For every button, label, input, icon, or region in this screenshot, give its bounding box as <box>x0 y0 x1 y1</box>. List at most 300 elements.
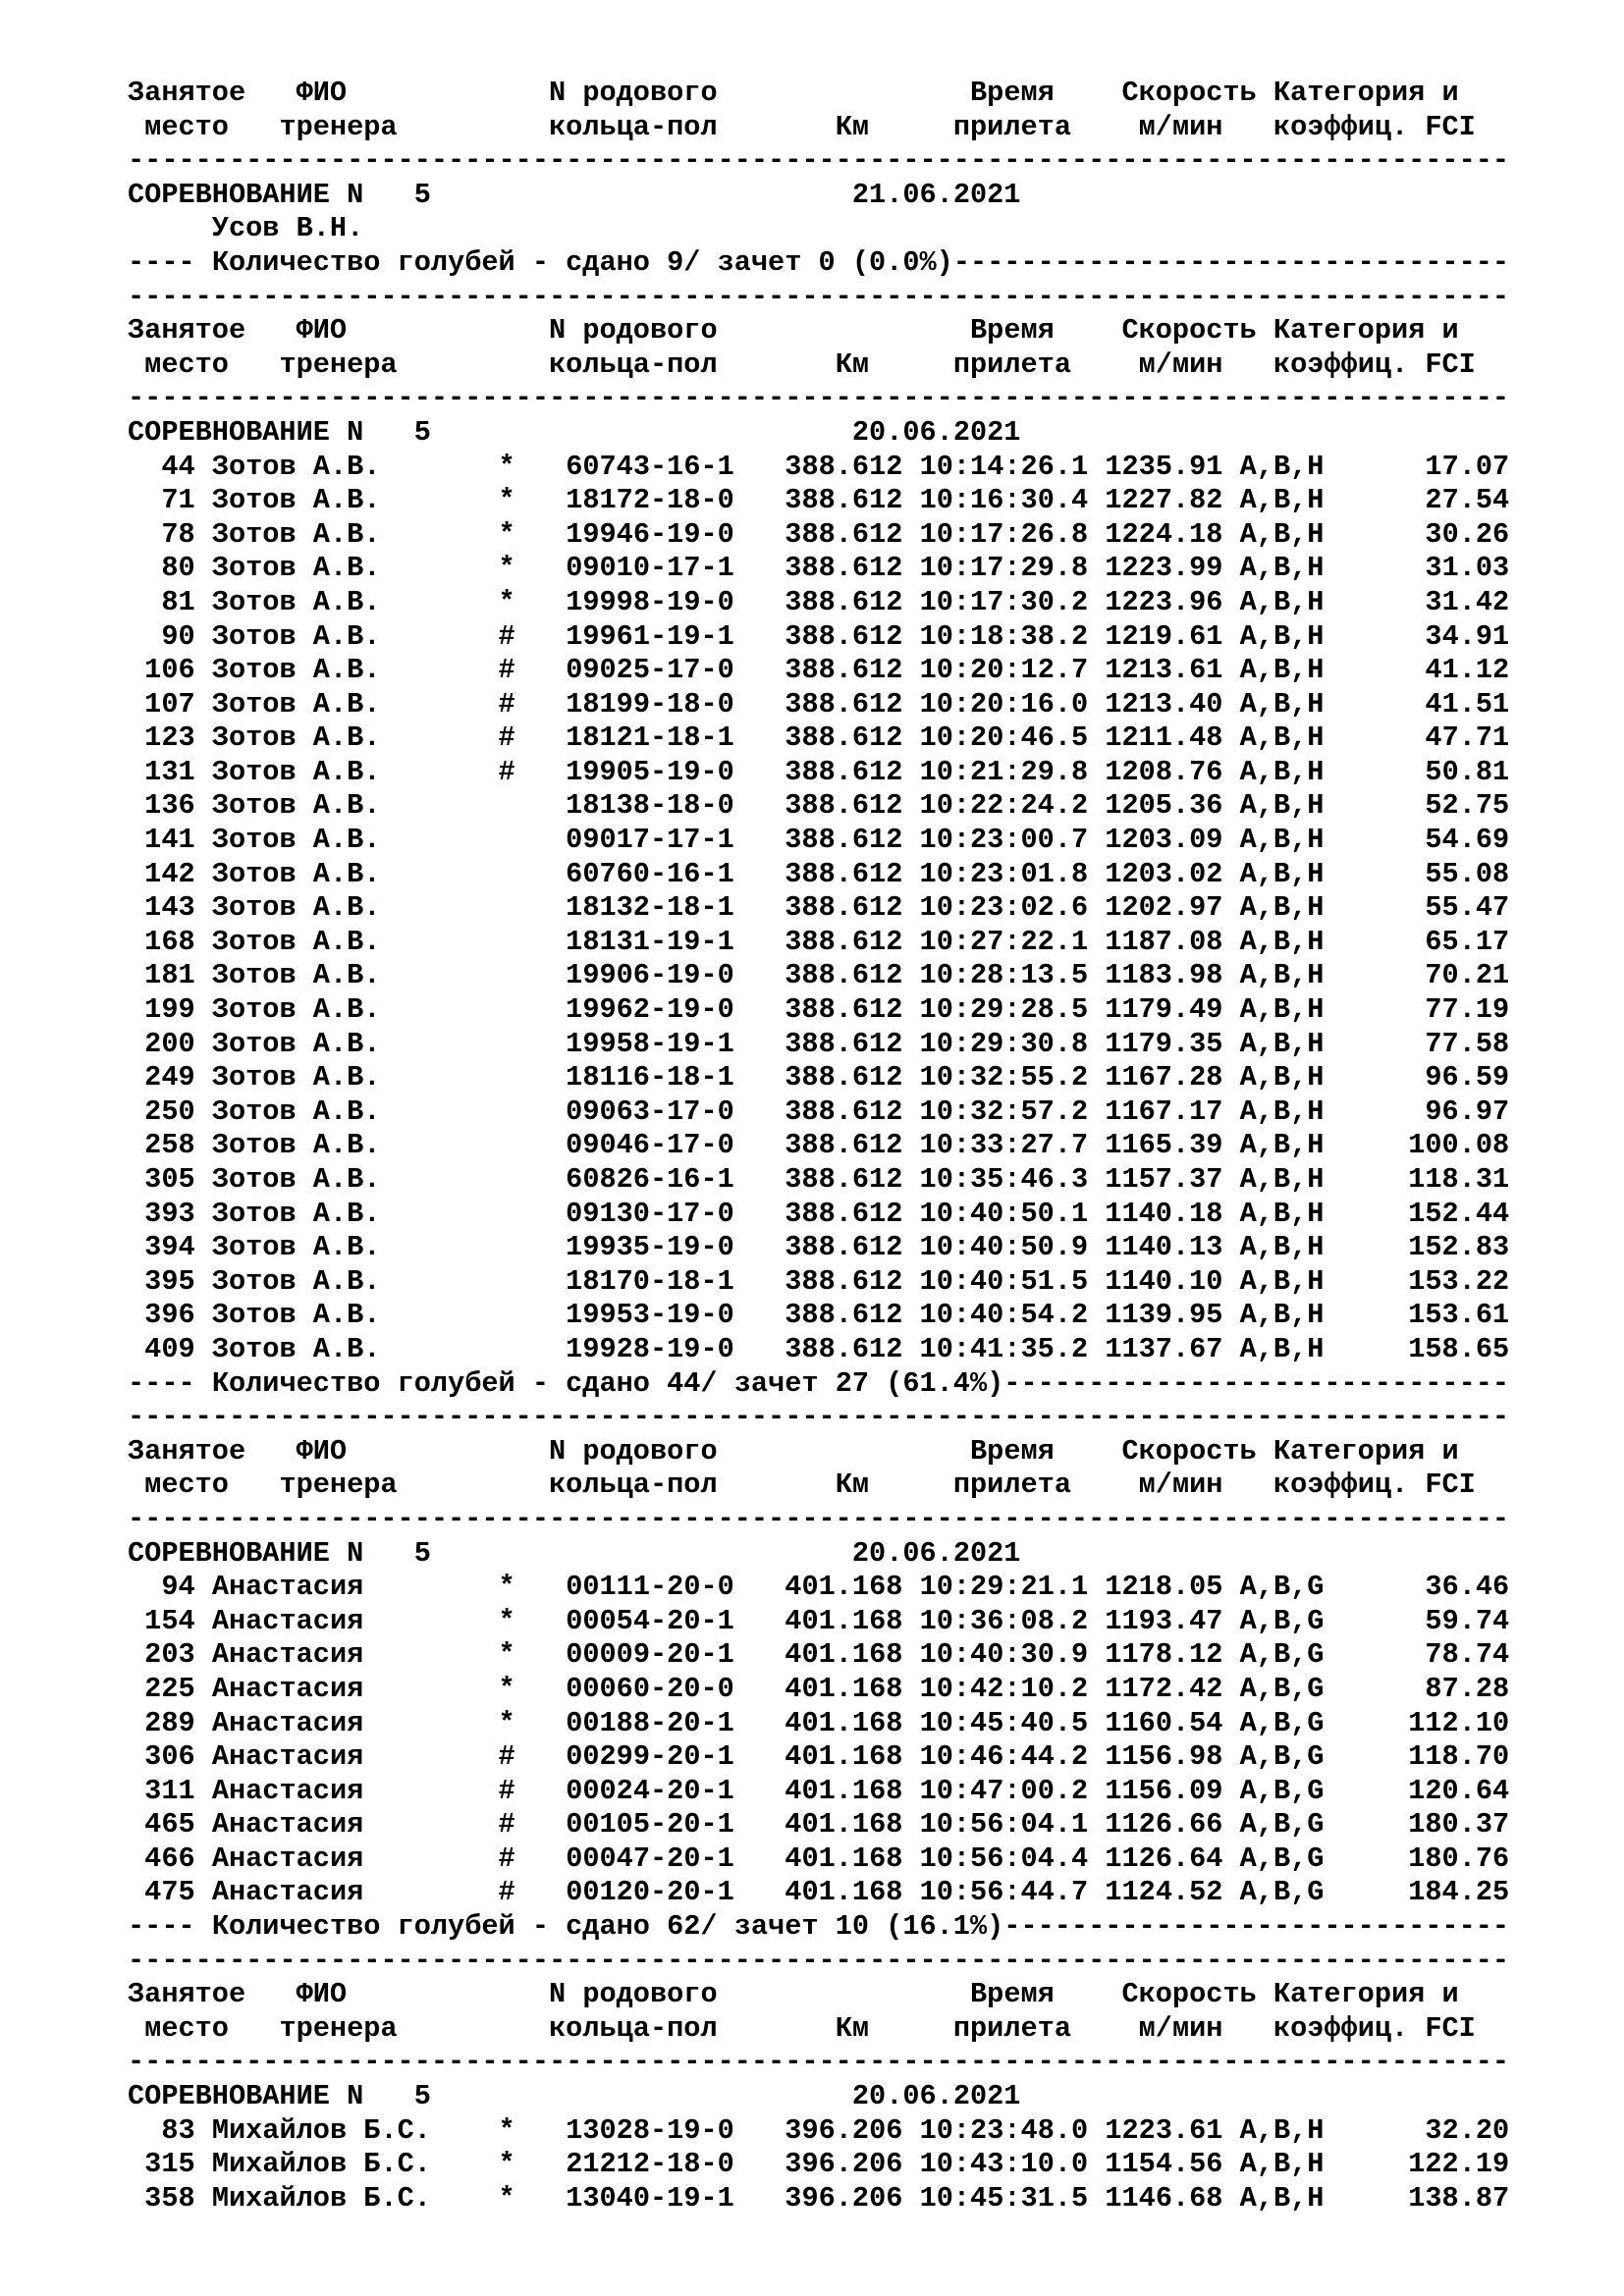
header-name: ФИО <box>296 77 348 109</box>
divider: ---------------------------------------------------------------------------------- <box>128 1502 1510 1535</box>
fci-coefficient: 65.17 <box>1425 925 1510 958</box>
trainer: Зотов А.В. <box>211 1095 381 1128</box>
arrival-time: 10:20:46.5 <box>919 721 1089 755</box>
distance-km: 401.168 <box>785 1842 903 1875</box>
arrival-time: 10:36:08.2 <box>919 1604 1089 1637</box>
header-category: коэффиц. FCI <box>1272 1468 1476 1502</box>
speed: 1227.82 <box>1105 484 1223 517</box>
trainer: Анастасия <box>211 1571 364 1604</box>
result-row <box>128 959 1509 993</box>
arrival-time: 10:14:26.1 <box>919 450 1089 483</box>
distance-km: 401.168 <box>785 1740 903 1774</box>
place: 358 <box>144 2181 195 2215</box>
ring-number: 19953-19-0 <box>566 1299 734 1332</box>
result-row <box>128 789 1509 824</box>
fci-coefficient: 41.12 <box>1425 654 1510 687</box>
category: А,В,Н <box>1239 755 1325 788</box>
speed: 1126.64 <box>1105 1842 1223 1875</box>
fci-coefficient: 120.64 <box>1408 1774 1510 1807</box>
ring-number: 00047-20-1 <box>566 1842 734 1875</box>
result-row <box>128 1707 1509 1741</box>
distance-km: 401.168 <box>785 1571 903 1604</box>
mark: * <box>498 450 515 483</box>
speed: 1208.76 <box>1105 755 1223 788</box>
header-speed: Скорость <box>1121 314 1257 347</box>
place: 107 <box>144 687 195 721</box>
category: А,В,Н <box>1239 552 1325 585</box>
ring-number: 60743-16-1 <box>566 450 734 483</box>
speed: 1139.95 <box>1105 1299 1223 1332</box>
arrival-time: 10:27:22.1 <box>919 925 1089 958</box>
mark: * <box>498 585 515 618</box>
fci-coefficient: 87.28 <box>1425 1672 1510 1705</box>
result-row <box>128 1842 1509 1877</box>
column-header-row <box>128 348 1509 383</box>
header-ring: N родового <box>549 1978 718 2011</box>
arrival-time: 10:18:38.2 <box>919 619 1089 653</box>
result-row <box>128 1740 1509 1775</box>
result-row <box>128 858 1509 892</box>
fci-coefficient: 180.37 <box>1408 1808 1510 1842</box>
trainer-name: Усов В.Н. <box>211 212 364 245</box>
header-place: Занятое <box>128 314 246 347</box>
arrival-time: 10:20:16.0 <box>919 687 1089 721</box>
category: А,В,Н <box>1239 959 1325 992</box>
speed: 1205.36 <box>1105 789 1223 823</box>
result-row <box>128 824 1509 858</box>
category: А,В,Н <box>1239 891 1325 925</box>
fci-coefficient: 122.19 <box>1408 2148 1510 2181</box>
arrival-time: 10:45:40.5 <box>919 1706 1089 1739</box>
header-category: коэффиц. FCI <box>1272 2011 1476 2045</box>
result-row <box>128 586 1509 620</box>
fci-coefficient: 70.21 <box>1425 959 1510 992</box>
arrival-time: 10:56:44.7 <box>919 1876 1089 1909</box>
result-row <box>128 1876 1509 1910</box>
result-row <box>128 1163 1509 1198</box>
distance-km: 388.612 <box>785 654 903 687</box>
competition-label: СОРЕВНОВАНИЕ N <box>128 415 364 449</box>
header-name: тренера <box>279 110 398 143</box>
category: А,В,Н <box>1239 925 1325 958</box>
speed: 1223.96 <box>1105 585 1223 618</box>
fci-coefficient: 55.47 <box>1425 891 1510 925</box>
header-place: место <box>144 110 229 143</box>
header-ring: кольца-пол <box>549 1468 718 1502</box>
trainer: Зотов А.В. <box>211 789 381 823</box>
speed: 1156.09 <box>1105 1774 1223 1807</box>
category: А,В,Н <box>1239 789 1325 823</box>
category: А,В,Н <box>1239 1332 1325 1365</box>
trainer: Анастасия <box>211 1672 364 1705</box>
ring-number: 09063-17-0 <box>566 1095 734 1128</box>
mark: # <box>498 721 515 755</box>
header-ring: кольца-пол <box>549 347 718 381</box>
place: 143 <box>144 891 195 925</box>
mark: * <box>498 1604 515 1637</box>
place: 393 <box>144 1197 195 1230</box>
trainer: Зотов А.В. <box>211 1061 381 1095</box>
mark: * <box>498 1571 515 1604</box>
result-row <box>128 1028 1509 1062</box>
distance-km: 388.612 <box>785 891 903 925</box>
ring-number: 00111-20-0 <box>566 1571 734 1604</box>
distance-km: 388.612 <box>785 687 903 721</box>
place: 106 <box>144 654 195 687</box>
divider: ---------------------------------------------------------------------------------- <box>128 1944 1510 1977</box>
arrival-time: 10:45:31.5 <box>919 2181 1089 2215</box>
fci-coefficient: 27.54 <box>1425 484 1510 517</box>
trainer: Зотов А.В. <box>211 1299 381 1332</box>
fci-coefficient: 138.87 <box>1408 2181 1510 2215</box>
trainer: Зотов А.В. <box>211 517 381 551</box>
competition-number: 5 <box>413 1536 431 1570</box>
place: 142 <box>144 857 195 890</box>
trainer: Зотов А.В. <box>211 1129 381 1162</box>
fci-coefficient: 47.71 <box>1425 721 1510 755</box>
result-row <box>128 1198 1509 1232</box>
arrival-time: 10:40:30.9 <box>919 1638 1089 1672</box>
result-row <box>128 926 1509 960</box>
arrival-time: 10:28:13.5 <box>919 959 1089 992</box>
fci-coefficient: 112.10 <box>1408 1706 1510 1739</box>
header-time: прилета <box>952 1468 1071 1502</box>
ring-number: 18121-18-1 <box>566 721 734 755</box>
trainer: Зотов А.В. <box>211 619 381 653</box>
category: А,В,G <box>1239 1876 1325 1909</box>
competition-line <box>128 1537 1509 1572</box>
header-time: прилета <box>952 2011 1071 2045</box>
result-row <box>128 1061 1509 1095</box>
trainer: Анастасия <box>211 1842 364 1875</box>
place: 289 <box>144 1706 195 1739</box>
ring-number: 21212-18-0 <box>566 2148 734 2181</box>
ring-number: 18138-18-0 <box>566 789 734 823</box>
mark: * <box>498 1672 515 1705</box>
speed: 1140.10 <box>1105 1264 1223 1298</box>
speed: 1167.17 <box>1105 1095 1223 1128</box>
ring-number: 09017-17-1 <box>566 824 734 857</box>
trainer: Зотов А.В. <box>211 959 381 992</box>
place: 90 <box>161 619 195 653</box>
trainer: Зотов А.В. <box>211 1197 381 1230</box>
category: А,В,Н <box>1239 619 1325 653</box>
arrival-time: 10:56:04.1 <box>919 1808 1089 1842</box>
mark: # <box>498 755 515 788</box>
fci-coefficient: 50.81 <box>1425 755 1510 788</box>
result-row <box>128 721 1509 756</box>
category: А,В,Н <box>1239 517 1325 551</box>
place: 315 <box>144 2148 195 2181</box>
summary-line: ---- Количество голубей - сдано 44/ зачет 27 (61.4%)------------------------------ <box>128 1366 1510 1400</box>
category: А,В,Н <box>1239 1197 1325 1230</box>
speed: 1137.67 <box>1105 1332 1223 1365</box>
arrival-time: 10:56:04.4 <box>919 1842 1089 1875</box>
summary-line: ---- Количество голубей - сдано 62/ зачет 10 (16.1%)------------------------------ <box>128 1910 1510 1944</box>
trainer: Зотов А.В. <box>211 585 381 618</box>
header-name: тренера <box>279 1468 398 1502</box>
speed: 1124.52 <box>1105 1876 1223 1909</box>
trainer: Зотов А.В. <box>211 993 381 1027</box>
distance-km: 396.206 <box>785 2148 903 2181</box>
ring-number: 19905-19-0 <box>566 755 734 788</box>
trainer: Анастасия <box>211 1774 364 1807</box>
arrival-time: 10:32:55.2 <box>919 1061 1089 1095</box>
mark: * <box>498 484 515 517</box>
result-row <box>128 2182 1509 2216</box>
result-row <box>128 1265 1509 1300</box>
distance-km: 388.612 <box>785 721 903 755</box>
trainer: Зотов А.В. <box>211 1264 381 1298</box>
category: А,В,Н <box>1239 993 1325 1027</box>
ring-number: 19961-19-1 <box>566 619 734 653</box>
place: 80 <box>161 552 195 585</box>
speed: 1167.28 <box>1105 1061 1223 1095</box>
ring-number: 18132-18-1 <box>566 891 734 925</box>
header-speed: м/мин <box>1138 110 1223 143</box>
category: А,В,G <box>1239 1638 1325 1672</box>
fci-coefficient: 32.20 <box>1425 2113 1510 2147</box>
speed: 1187.08 <box>1105 925 1223 958</box>
mark: * <box>498 2113 515 2147</box>
ring-number: 09046-17-0 <box>566 1129 734 1162</box>
competition-date: 20.06.2021 <box>851 415 1021 449</box>
header-speed: Скорость <box>1121 77 1257 109</box>
fci-coefficient: 17.07 <box>1425 450 1510 483</box>
arrival-time: 10:41:35.2 <box>919 1332 1089 1365</box>
header-time: Время <box>970 1978 1055 2011</box>
trainer: Анастасия <box>211 1808 364 1842</box>
header-ring: кольца-пол <box>549 110 718 143</box>
distance-km: 396.206 <box>785 2113 903 2147</box>
competition-label: СОРЕВНОВАНИЕ N <box>128 2080 364 2113</box>
fci-coefficient: 77.58 <box>1425 1027 1510 1060</box>
competition-number: 5 <box>413 415 431 449</box>
trainer: Зотов А.В. <box>211 721 381 755</box>
speed: 1179.35 <box>1105 1027 1223 1060</box>
header-time: прилета <box>952 347 1071 381</box>
category: А,В,Н <box>1239 687 1325 721</box>
fci-coefficient: 31.42 <box>1425 585 1510 618</box>
category: А,В,Н <box>1239 484 1325 517</box>
distance-km: 388.612 <box>785 959 903 992</box>
category: А,В,G <box>1239 1672 1325 1705</box>
place: 200 <box>144 1027 195 1060</box>
mark: # <box>498 1876 515 1909</box>
ring-number: 18199-18-0 <box>566 687 734 721</box>
column-header-row <box>128 77 1509 111</box>
competition-line <box>128 179 1509 213</box>
arrival-time: 10:23:48.0 <box>919 2113 1089 2147</box>
arrival-time: 10:35:46.3 <box>919 1163 1089 1196</box>
speed: 1165.39 <box>1105 1129 1223 1162</box>
result-row <box>128 1673 1509 1707</box>
arrival-time: 10:23:00.7 <box>919 824 1089 857</box>
fci-coefficient: 77.19 <box>1425 993 1510 1027</box>
summary-line: ---- Количество голубей - сдано 9/ зачет 0 (0.0%)--------------------------------- <box>128 245 1510 279</box>
header-place: место <box>144 347 229 381</box>
distance-km: 388.612 <box>785 1095 903 1128</box>
ring-number: 19906-19-0 <box>566 959 734 992</box>
mark: * <box>498 2181 515 2215</box>
distance-km: 388.612 <box>785 857 903 890</box>
trainer: Анастасия <box>211 1740 364 1774</box>
header-speed: м/мин <box>1138 347 1223 381</box>
trainer: Зотов А.В. <box>211 1231 381 1264</box>
distance-km: 401.168 <box>785 1706 903 1739</box>
header-place: место <box>144 2011 229 2045</box>
speed: 1223.99 <box>1105 552 1223 585</box>
speed: 1178.12 <box>1105 1638 1223 1672</box>
header-km: Км <box>835 347 870 381</box>
speed: 1235.91 <box>1105 450 1223 483</box>
arrival-time: 10:40:50.1 <box>919 1197 1089 1230</box>
ring-number: 09130-17-0 <box>566 1197 734 1230</box>
arrival-time: 10:32:57.2 <box>919 1095 1089 1128</box>
ring-number: 00105-20-1 <box>566 1808 734 1842</box>
place: 409 <box>144 1332 195 1365</box>
trainer: Зотов А.В. <box>211 687 381 721</box>
fci-coefficient: 118.31 <box>1408 1163 1510 1196</box>
trainer: Зотов А.В. <box>211 824 381 857</box>
mark: * <box>498 552 515 585</box>
speed: 1203.09 <box>1105 824 1223 857</box>
category: А,В,G <box>1239 1604 1325 1637</box>
result-row <box>128 1808 1509 1842</box>
ring-number: 13040-19-1 <box>566 2181 734 2215</box>
arrival-time: 10:40:51.5 <box>919 1264 1089 1298</box>
distance-km: 388.612 <box>785 993 903 1027</box>
fci-coefficient: 153.61 <box>1408 1299 1510 1332</box>
category: А,В,G <box>1239 1808 1325 1842</box>
ring-number: 19935-19-0 <box>566 1231 734 1264</box>
trainer: Зотов А.В. <box>211 1163 381 1196</box>
arrival-time: 10:17:30.2 <box>919 585 1089 618</box>
header-category: Категория и <box>1272 1434 1459 1468</box>
arrival-time: 10:17:26.8 <box>919 517 1089 551</box>
arrival-time: 10:20:12.7 <box>919 654 1089 687</box>
fci-coefficient: 152.44 <box>1408 1197 1510 1230</box>
header-place: Занятое <box>128 1434 246 1468</box>
result-row <box>128 891 1509 926</box>
divider: ---------------------------------------------------------------------------------- <box>128 144 1510 178</box>
column-header-row <box>128 1978 1509 2012</box>
category: А,В,Н <box>1239 1027 1325 1060</box>
header-ring: кольца-пол <box>549 2011 718 2045</box>
category: А,В,Н <box>1239 1163 1325 1196</box>
place: 94 <box>161 1571 195 1604</box>
ring-number: 09025-17-0 <box>566 654 734 687</box>
header-km: Км <box>835 2011 870 2045</box>
trainer: Михайлов Б.С. <box>211 2113 431 2147</box>
ring-number: 60826-16-1 <box>566 1163 734 1196</box>
place: 71 <box>161 484 195 517</box>
distance-km: 388.612 <box>785 517 903 551</box>
category: А,В,Н <box>1239 450 1325 483</box>
ring-number: 19946-19-0 <box>566 517 734 551</box>
speed: 1172.42 <box>1105 1672 1223 1705</box>
place: 136 <box>144 789 195 823</box>
result-row <box>128 1638 1509 1673</box>
ring-number: 19962-19-0 <box>566 993 734 1027</box>
place: 305 <box>144 1163 195 1196</box>
ring-number: 18172-18-0 <box>566 484 734 517</box>
mark: * <box>498 1638 515 1672</box>
speed: 1203.02 <box>1105 857 1223 890</box>
speed: 1213.61 <box>1105 654 1223 687</box>
header-name: ФИО <box>296 1434 348 1468</box>
distance-km: 388.612 <box>785 925 903 958</box>
result-row <box>128 756 1509 790</box>
fci-coefficient: 55.08 <box>1425 857 1510 890</box>
arrival-time: 10:33:27.7 <box>919 1129 1089 1162</box>
fci-coefficient: 54.69 <box>1425 824 1510 857</box>
speed: 1211.48 <box>1105 721 1223 755</box>
category: А,В,Н <box>1239 2181 1325 2215</box>
fci-coefficient: 36.46 <box>1425 1571 1510 1604</box>
category: А,В,Н <box>1239 1129 1325 1162</box>
fci-coefficient: 31.03 <box>1425 552 1510 585</box>
distance-km: 388.612 <box>785 552 903 585</box>
fci-coefficient: 96.59 <box>1425 1061 1510 1095</box>
header-name: тренера <box>279 2011 398 2045</box>
speed: 1154.56 <box>1105 2148 1223 2181</box>
speed: 1179.49 <box>1105 993 1223 1027</box>
result-row <box>128 1605 1509 1639</box>
place: 475 <box>144 1876 195 1909</box>
column-header-row <box>128 314 1509 348</box>
arrival-time: 10:29:30.8 <box>919 1027 1089 1060</box>
distance-km: 401.168 <box>785 1876 903 1909</box>
result-row <box>128 2114 1509 2149</box>
trainer: Зотов А.В. <box>211 1332 381 1365</box>
header-place: место <box>144 1468 229 1502</box>
ring-number: 18116-18-1 <box>566 1061 734 1095</box>
trainer: Анастасия <box>211 1706 364 1739</box>
category: А,В,Н <box>1239 585 1325 618</box>
result-row <box>128 993 1509 1028</box>
mark: * <box>498 1706 515 1739</box>
trainer: Зотов А.В. <box>211 654 381 687</box>
place: 465 <box>144 1808 195 1842</box>
competition-date: 20.06.2021 <box>851 1536 1021 1570</box>
trainer: Анастасия <box>211 1876 364 1909</box>
place: 123 <box>144 721 195 755</box>
category: А,В,Н <box>1239 824 1325 857</box>
fci-coefficient: 52.75 <box>1425 789 1510 823</box>
header-km: Км <box>835 1468 870 1502</box>
header-category: Категория и <box>1272 77 1459 109</box>
header-place: Занятое <box>128 77 246 109</box>
trainer: Анастасия <box>211 1604 364 1637</box>
mark: * <box>498 517 515 551</box>
fci-coefficient: 118.70 <box>1408 1740 1510 1774</box>
mark: # <box>498 619 515 653</box>
distance-km: 388.612 <box>785 1264 903 1298</box>
competition-label: СОРЕВНОВАНИЕ N <box>128 1536 364 1570</box>
ring-number: 13028-19-0 <box>566 2113 734 2147</box>
trainer-line <box>128 212 1509 246</box>
category: А,В,Н <box>1239 1231 1325 1264</box>
arrival-time: 10:29:21.1 <box>919 1571 1089 1604</box>
place: 395 <box>144 1264 195 1298</box>
category: А,В,Н <box>1239 1061 1325 1095</box>
arrival-time: 10:23:02.6 <box>919 891 1089 925</box>
distance-km: 388.612 <box>785 585 903 618</box>
category: А,В,Н <box>1239 1264 1325 1298</box>
result-row <box>128 451 1509 485</box>
category: А,В,Н <box>1239 857 1325 890</box>
